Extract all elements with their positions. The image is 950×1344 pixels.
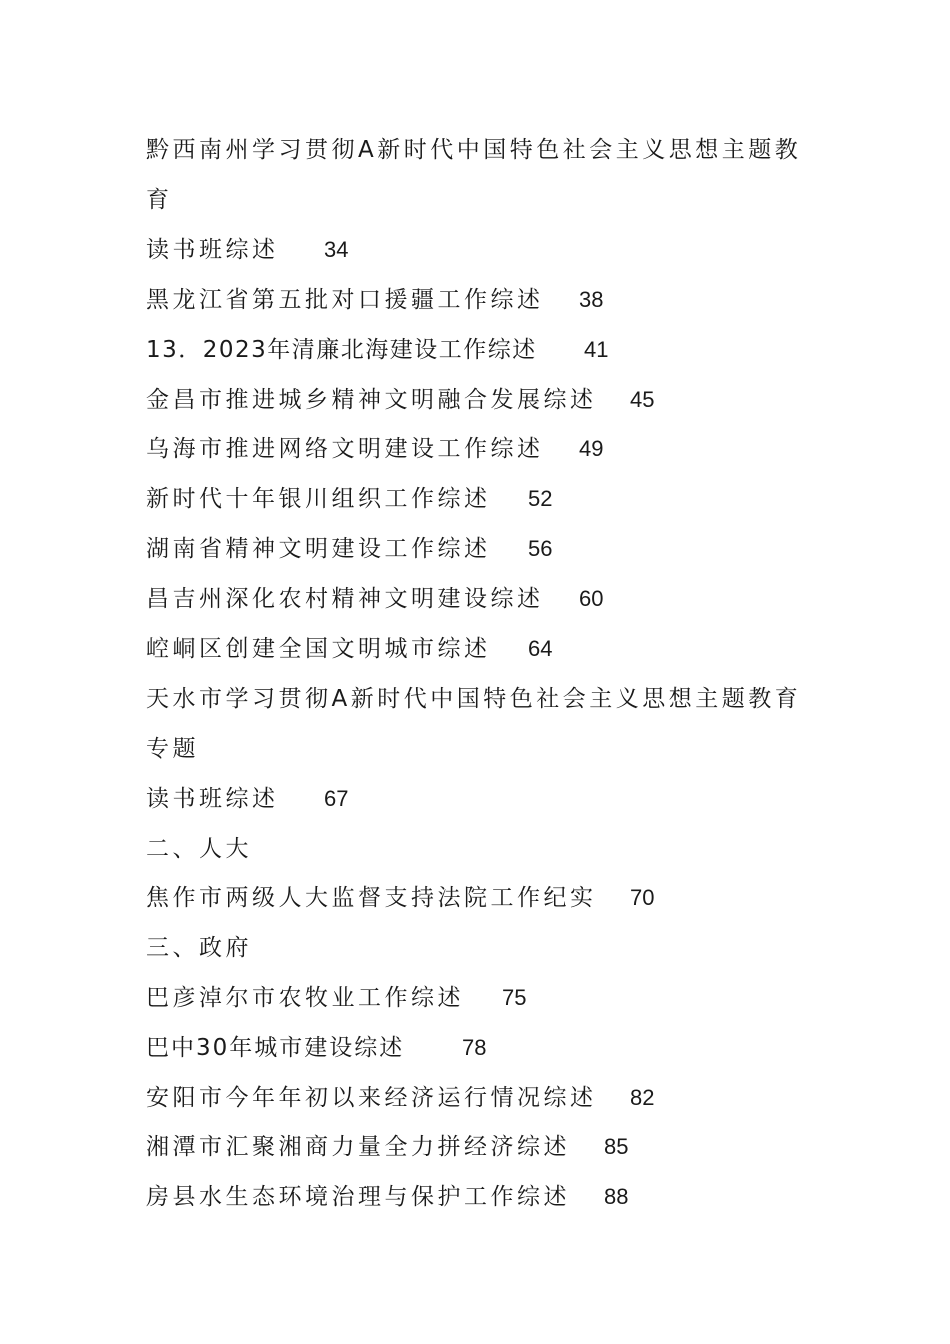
toc-entry-1-page: 34 [324,237,349,262]
toc-entry-1-line-3: 读书班综述 [146,237,279,263]
toc-entry-12: 巴彦淖尔市农牧业工作综述 [146,985,464,1011]
toc-entry-3-page: 41 [584,337,609,362]
toc-entry-16-page: 88 [604,1184,629,1209]
toc-entry-3: 13．2023年清廉北海建设工作综述 [146,337,537,363]
toc-entry-1-line-1: 黔西南州学习贯彻A新时代中国特色社会主义思想主题教 [146,137,802,163]
toc-entry-10-line-3: 读书班综述 [146,786,279,812]
toc-entry-15-page: 85 [604,1134,629,1159]
toc-entry-2-page: 38 [579,287,604,312]
toc-entry-12-page: 75 [502,985,527,1010]
toc-entry-13-page: 78 [462,1035,487,1060]
toc-entry-14-page: 82 [630,1085,655,1110]
toc-entry-8: 昌吉州深化农村精神文明建设综述 [146,586,544,612]
toc-entry-13: 巴中30年城市建设综述 [146,1035,405,1061]
toc-entry-10-line-2: 专题 [146,736,199,762]
toc-entry-5-page: 49 [579,436,604,461]
toc-entry-5: 乌海市推进网络文明建设工作综述 [146,436,544,462]
toc-entry-9-page: 64 [528,636,553,661]
toc-entry-14: 安阳市今年年初以来经济运行情况综述 [146,1085,597,1111]
toc-entry-6: 新时代十年银川组织工作综述 [146,486,491,512]
toc-entry-7-page: 56 [528,536,553,561]
section-heading-2: 二、人大 [146,836,252,862]
toc-entry-11-page: 70 [630,885,655,910]
toc-entry-10-line-1: 天水市学习贯彻A新时代中国特色社会主义思想主题教育 [146,686,802,712]
toc-entry-7: 湖南省精神文明建设工作综述 [146,536,491,562]
toc-entry-4-page: 45 [630,387,655,412]
section-heading-3: 三、政府 [146,935,252,961]
toc-entry-8-page: 60 [579,586,604,611]
toc-entry-11: 焦作市两级人大监督支持法院工作纪实 [146,885,597,911]
toc-entry-2: 黑龙江省第五批对口援疆工作综述 [146,287,544,313]
toc-entry-6-page: 52 [528,486,553,511]
toc-entry-4: 金昌市推进城乡精神文明融合发展综述 [146,387,597,413]
toc-entry-10-page: 67 [324,786,349,811]
toc-entry-15: 湘潭市汇聚湘商力量全力拼经济综述 [146,1134,570,1160]
toc-entry-16: 房县水生态环境治理与保护工作综述 [146,1184,570,1210]
toc-entry-1-line-2: 育 [146,187,173,213]
toc-entry-9: 崆峒区创建全国文明城市综述 [146,636,491,662]
